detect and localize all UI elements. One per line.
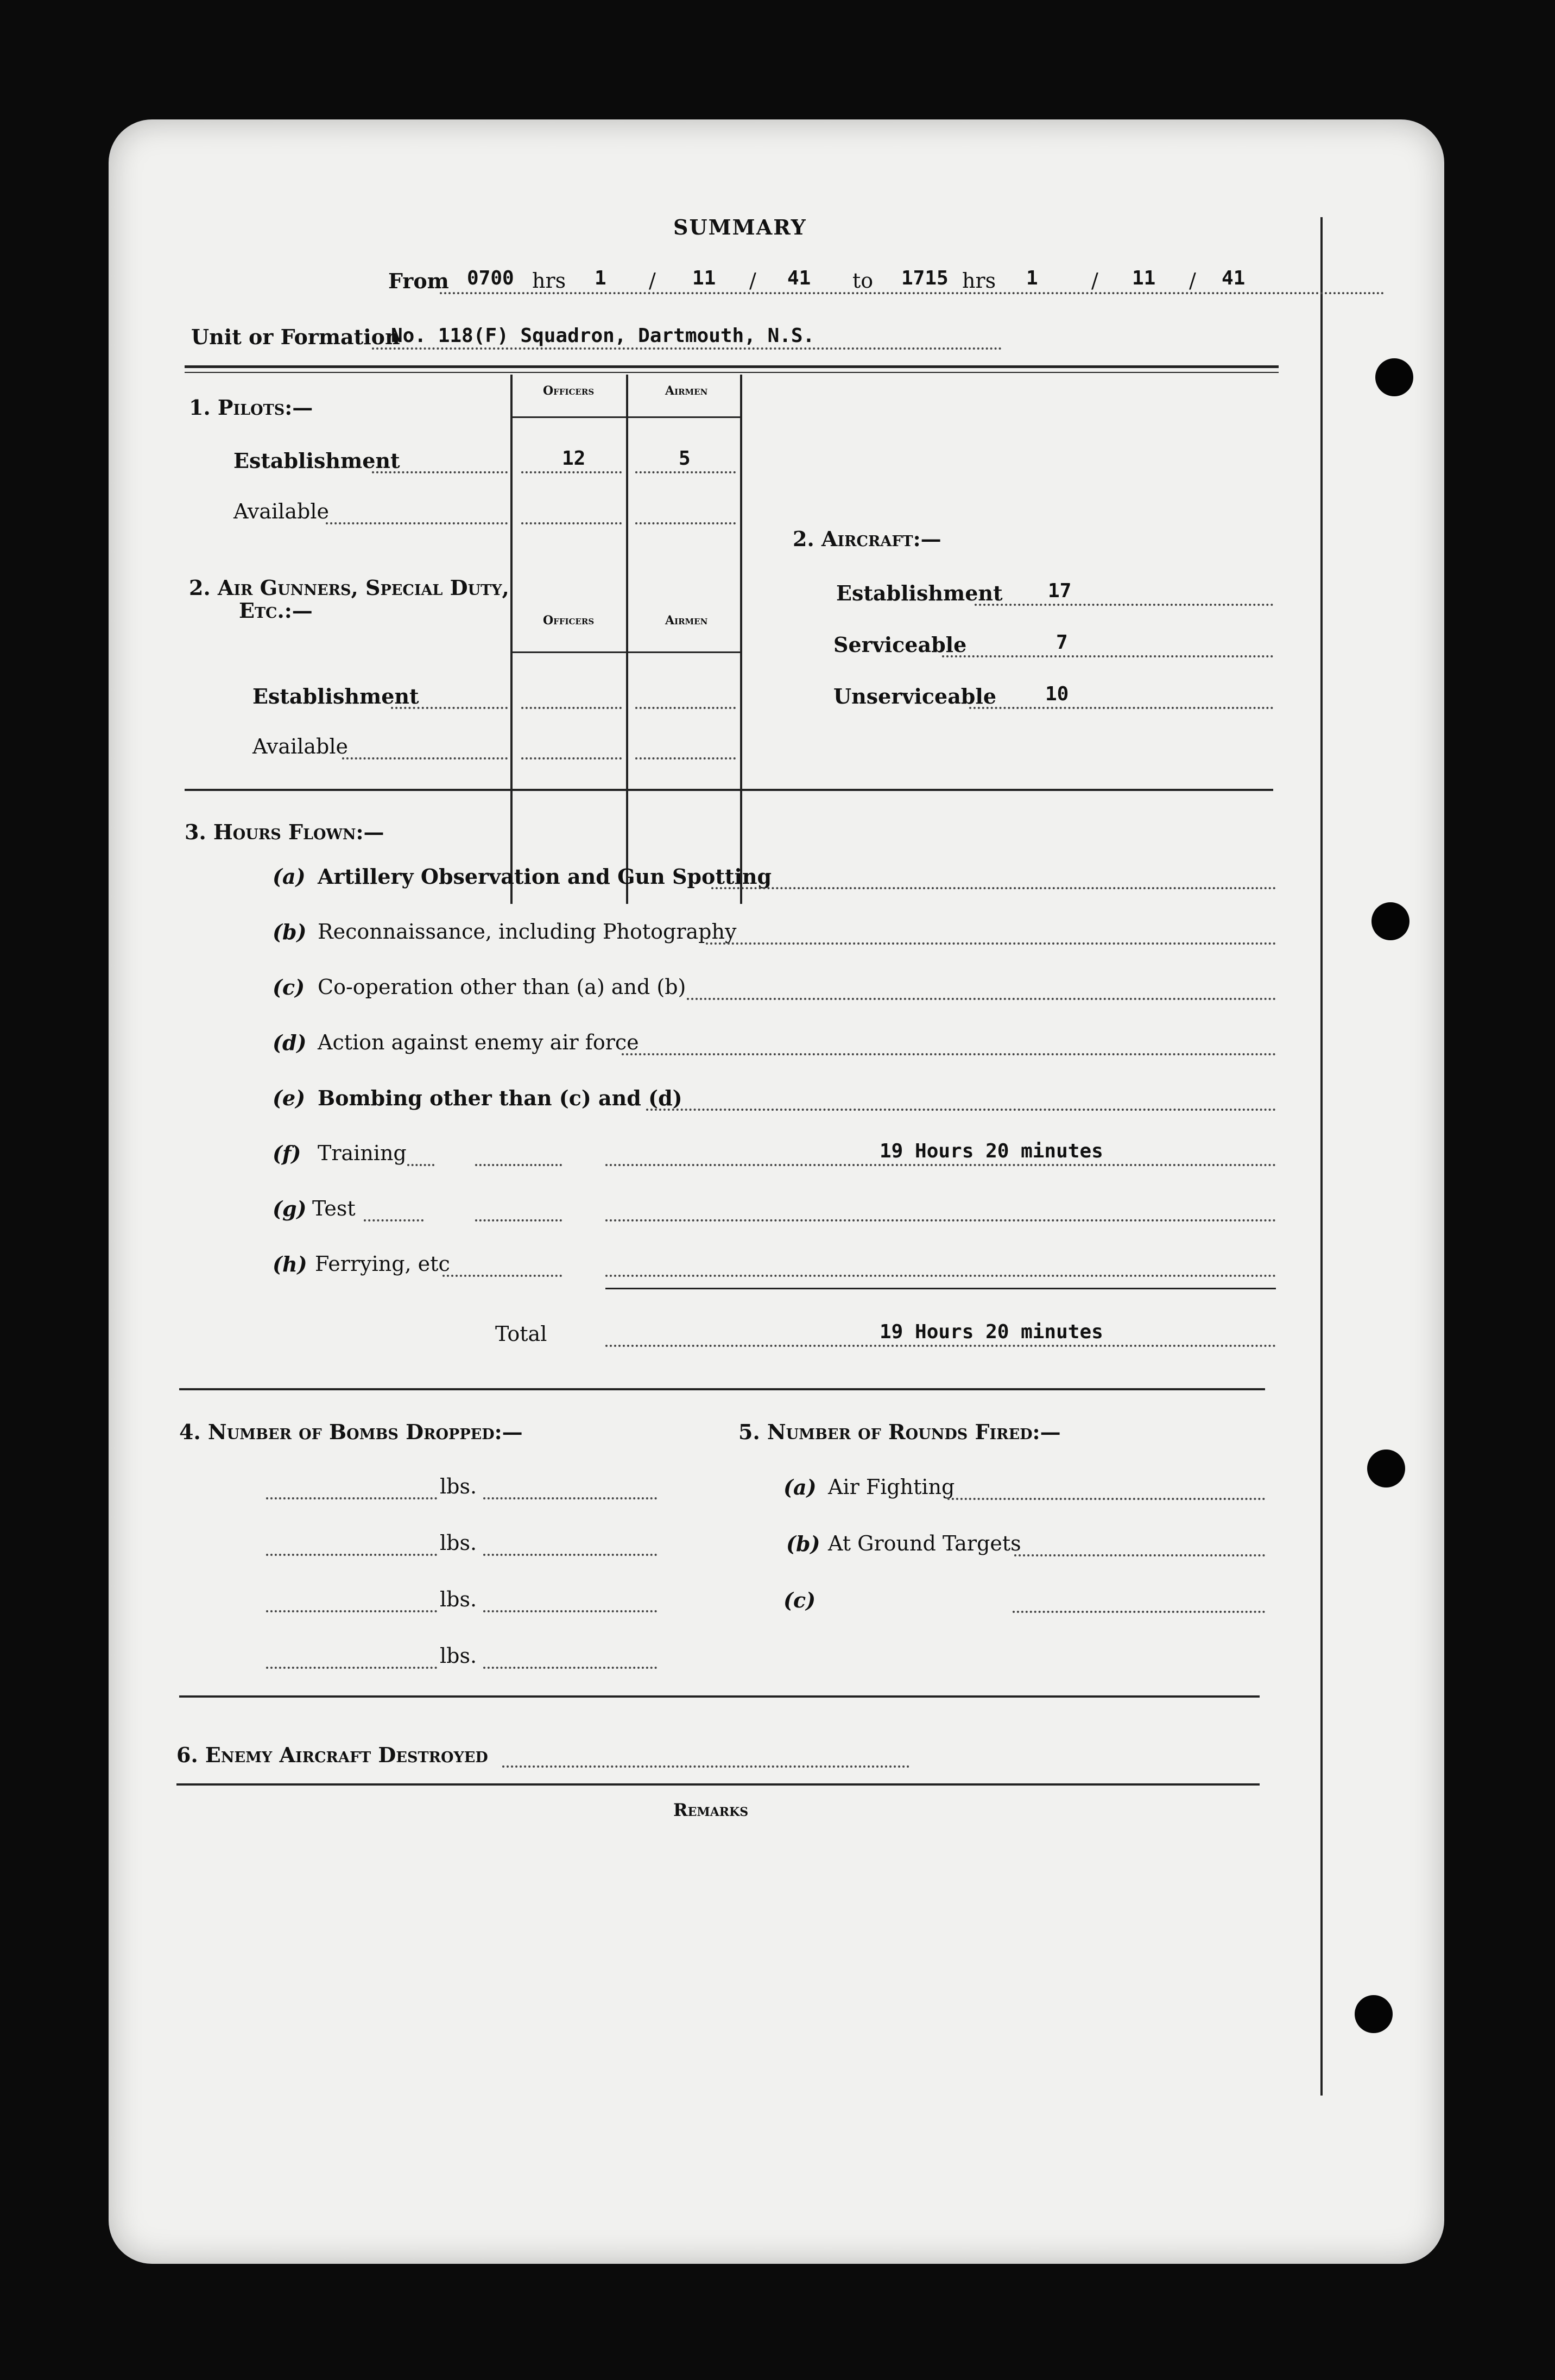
bombs-unit: lbs. bbox=[440, 1644, 477, 1668]
hours-item-letter: (f) bbox=[273, 1141, 301, 1166]
hrs-label: hrs bbox=[962, 269, 996, 293]
bombs-heading: 4. Number of Bombs Dropped:— bbox=[179, 1420, 523, 1444]
pilots-heading: 1. Pilots:— bbox=[189, 395, 313, 420]
dotted-line bbox=[342, 757, 508, 759]
hours-item-label: Ferrying, etc bbox=[315, 1252, 450, 1276]
punch-hole bbox=[1375, 358, 1413, 396]
dotted-line bbox=[266, 1610, 437, 1612]
section-rule bbox=[185, 789, 1273, 791]
aircraft-unserviceable-label: Unserviceable bbox=[833, 684, 996, 708]
col-officers: Officers bbox=[543, 384, 595, 398]
slash: / bbox=[1189, 269, 1196, 293]
dotted-line bbox=[947, 1498, 1265, 1500]
punch-hole bbox=[1355, 1995, 1393, 2033]
dotted-line bbox=[326, 522, 508, 524]
dotted-line bbox=[646, 1109, 1276, 1111]
dotted-line bbox=[372, 471, 508, 473]
form-title: SUMMARY bbox=[673, 215, 807, 239]
dotted-line bbox=[622, 1053, 1276, 1055]
hours-item-letter: (g) bbox=[273, 1197, 307, 1221]
rounds-heading: 5. Number of Rounds Fired:— bbox=[738, 1420, 1061, 1444]
aircraft-heading: 2. Aircraft:— bbox=[793, 527, 941, 551]
from-day: 1 bbox=[595, 267, 606, 289]
right-margin-line bbox=[1320, 217, 1323, 2096]
table-line bbox=[510, 651, 741, 653]
slash: / bbox=[749, 269, 756, 293]
dotted-line bbox=[443, 1275, 562, 1277]
slash: / bbox=[1091, 269, 1098, 293]
dotted-line bbox=[483, 1610, 657, 1612]
bombs-unit: lbs. bbox=[440, 1531, 477, 1555]
dotted-line bbox=[687, 998, 1276, 1000]
dotted-line bbox=[942, 655, 1273, 657]
total-hours-value: 19 Hours 20 minutes bbox=[880, 1321, 1103, 1343]
dotted-line bbox=[521, 757, 622, 759]
dotted-line bbox=[521, 471, 622, 473]
dotted-line bbox=[711, 887, 1276, 889]
hours-item-label: Test bbox=[312, 1197, 356, 1220]
to-label: to bbox=[852, 269, 874, 293]
from-time: 0700 bbox=[467, 267, 514, 289]
form-sheet bbox=[109, 119, 1444, 2264]
rounds-item-letter: (b) bbox=[786, 1531, 820, 1556]
hours-item-letter: (b) bbox=[273, 920, 307, 944]
hours-item-label: Action against enemy air force bbox=[318, 1030, 639, 1054]
slash: / bbox=[649, 269, 656, 293]
enemy-heading: 6. Enemy Aircraft Destroyed bbox=[176, 1743, 488, 1767]
table-line bbox=[740, 375, 742, 904]
dotted-line bbox=[1014, 1554, 1265, 1556]
dotted-line bbox=[266, 1554, 437, 1556]
dotted-line bbox=[475, 1219, 562, 1221]
total-label: Total bbox=[495, 1322, 547, 1346]
dotted-line bbox=[266, 1497, 437, 1499]
to-month: 11 bbox=[1132, 267, 1156, 289]
remarks-heading: Remarks bbox=[673, 1800, 749, 1820]
rounds-item-label: Air Fighting bbox=[828, 1475, 955, 1499]
dotted-line bbox=[521, 707, 622, 709]
hours-item-label: Bombing other than (c) and (d) bbox=[318, 1086, 682, 1110]
from-month: 11 bbox=[692, 267, 716, 289]
to-year: 41 bbox=[1222, 267, 1246, 289]
dotted-line bbox=[483, 1667, 657, 1669]
punch-hole bbox=[1371, 902, 1409, 940]
hours-heading: 3. Hours Flown:— bbox=[185, 820, 384, 844]
gunners-heading: 2. Air Gunners, Special Duty, bbox=[189, 575, 509, 600]
hours-item-letter: (h) bbox=[273, 1252, 307, 1276]
header-rule bbox=[185, 365, 1279, 368]
dotted-line bbox=[502, 1765, 909, 1768]
aircraft-serviceable-label: Serviceable bbox=[833, 632, 967, 657]
hours-item-label: Reconnaissance, including Photography bbox=[318, 920, 737, 944]
aircraft-establishment-value: 17 bbox=[1048, 580, 1072, 602]
col-airmen: Airmen bbox=[665, 384, 708, 398]
hours-item-letter: (c) bbox=[273, 975, 305, 999]
rounds-item-letter: (a) bbox=[783, 1475, 817, 1499]
dotted-line bbox=[969, 707, 1273, 709]
rounds-item-letter: (c) bbox=[783, 1588, 816, 1612]
dotted-line bbox=[635, 522, 736, 524]
dotted-line bbox=[635, 757, 736, 759]
table-line bbox=[510, 416, 741, 418]
hours-item-label: Co-operation other than (a) and (b) bbox=[318, 975, 686, 999]
table-line bbox=[510, 375, 513, 904]
pilots-establishment-label: Establishment bbox=[233, 448, 400, 473]
aircraft-unserviceable-value: 10 bbox=[1045, 683, 1069, 705]
punch-hole bbox=[1367, 1449, 1405, 1488]
dotted-line bbox=[635, 707, 736, 709]
bombs-unit: lbs. bbox=[440, 1587, 477, 1611]
hours-item-letter: (e) bbox=[273, 1086, 306, 1110]
dotted-line bbox=[391, 707, 508, 709]
bombs-unit: lbs. bbox=[440, 1474, 477, 1498]
dotted-line bbox=[1013, 1611, 1265, 1613]
dotted-line bbox=[475, 1164, 562, 1166]
dotted-line bbox=[266, 1667, 437, 1669]
dotted-line bbox=[706, 942, 1276, 945]
dotted-line bbox=[521, 522, 622, 524]
from-year: 41 bbox=[787, 267, 811, 289]
to-time: 1715 bbox=[901, 267, 949, 289]
dotted-line bbox=[364, 1219, 423, 1221]
section-rule bbox=[179, 1695, 1260, 1698]
from-label: From bbox=[388, 269, 449, 293]
dotted-line bbox=[975, 604, 1273, 606]
unit-value: No. 118(F) Squadron, Dartmouth, N.S. bbox=[391, 325, 815, 347]
aircraft-establishment-label: Establishment bbox=[836, 581, 1003, 605]
table-line bbox=[626, 375, 628, 904]
dotted-line bbox=[407, 1164, 434, 1166]
hours-item-label: Training bbox=[318, 1141, 407, 1165]
dotted-line bbox=[605, 1164, 1276, 1166]
training-hours-value: 19 Hours 20 minutes bbox=[880, 1140, 1103, 1162]
dotted-line bbox=[605, 1219, 1276, 1221]
pilots-establishment-officers: 12 bbox=[562, 447, 586, 470]
subtotal-rule bbox=[605, 1288, 1276, 1289]
aircraft-serviceable-value: 7 bbox=[1056, 631, 1068, 654]
unit-label: Unit or Formation bbox=[191, 325, 400, 349]
gunners-heading-etc: Etc.:— bbox=[239, 598, 313, 623]
dotted-line bbox=[605, 1275, 1276, 1277]
to-day: 1 bbox=[1026, 267, 1038, 289]
gunners-col-airmen: Airmen bbox=[665, 613, 708, 628]
hours-item-letter: (d) bbox=[273, 1030, 307, 1055]
hrs-label: hrs bbox=[532, 269, 566, 293]
hours-item-letter: (a) bbox=[273, 864, 306, 889]
dotted-line bbox=[483, 1554, 657, 1556]
dotted-line bbox=[372, 347, 1002, 350]
pilots-available-label: Available bbox=[233, 499, 329, 523]
hours-item-label: Artillery Observation and Gun Spotting bbox=[318, 864, 772, 889]
dotted-line bbox=[605, 1345, 1276, 1347]
section-rule bbox=[179, 1388, 1265, 1390]
rounds-item-label: At Ground Targets bbox=[828, 1531, 1021, 1555]
section-rule bbox=[176, 1783, 1260, 1786]
dotted-line bbox=[635, 471, 736, 473]
gunners-col-officers: Officers bbox=[543, 613, 595, 628]
dotted-line bbox=[440, 292, 1385, 294]
pilots-establishment-airmen: 5 bbox=[679, 447, 691, 470]
gunners-available-label: Available bbox=[252, 735, 348, 758]
gunners-establishment-label: Establishment bbox=[252, 684, 419, 708]
dotted-line bbox=[483, 1497, 657, 1499]
header-rule bbox=[185, 372, 1279, 373]
